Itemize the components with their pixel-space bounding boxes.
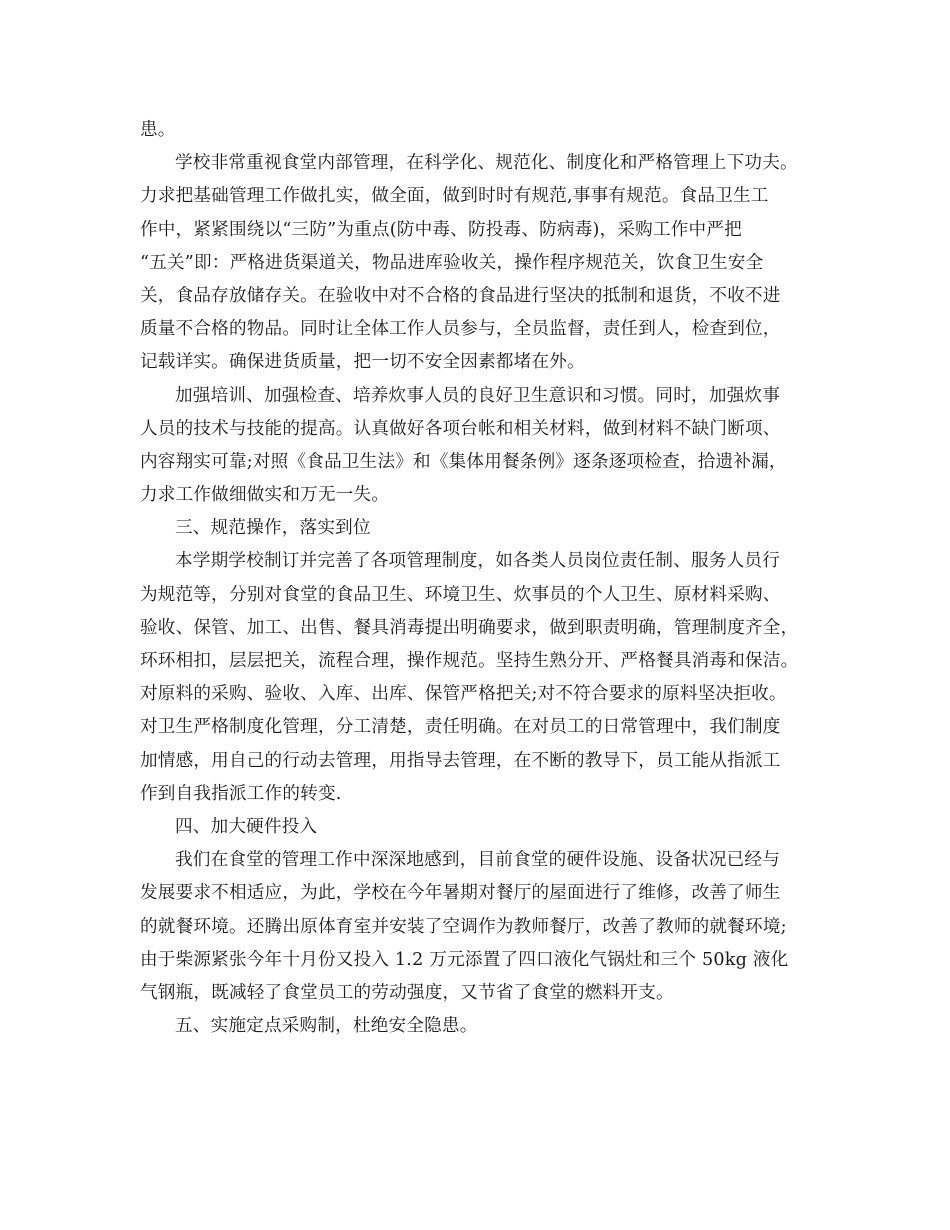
text-line: 验收、保管、加工、出售、餐具消毒提出明确要求，做到职责明确，管理制度齐全， — [140, 617, 799, 638]
text-line: 由于柴源紧张今年十月份又投入 1.2 万元添置了四口液化气锅灶和三个 50kg 液化 — [140, 949, 789, 970]
text-line: 为规范等，分别对食堂的食品卫生、环境卫生、炊事员的个人卫生、原材料采购、 — [140, 584, 781, 605]
text-line: 作中，紧紧围绕以“三防”为重点(防中毒、防投毒、防病毒)，采购工作中严把 — [140, 219, 742, 240]
text-line: 记载详实。确保进货质量，把一切不安全因素都堵在外。 — [140, 352, 585, 373]
text-line: “五关”即：严格进货渠道关，物品进库验收关，操作程序规范关，饮食卫生安全 — [140, 252, 764, 273]
text-line: 力求工作做细做实和万无一失。 — [140, 485, 390, 506]
text-line: 质量不合格的物品。同时让全体工作人员参与，全员监督，责任到人，检查到位， — [140, 319, 781, 340]
text-line: 作到自我指派工作的转变. — [140, 783, 342, 804]
text-line: 学校非常重视食堂内部管理，在科学化、规范化、制度化和严格管理上下功夫。 — [175, 153, 798, 174]
text-line: 关，食品存放储存关。在验收中对不合格的食品进行坚决的抵制和退货，不收不进 — [140, 285, 781, 306]
text-line: 本学期学校制订并完善了各项管理制度，如各类人员岗位责任制、服务人员行 — [175, 551, 780, 572]
text-line: 发展要求不相适应，为此，学校在今年暑期对餐厅的屋面进行了维修，改善了师生 — [140, 883, 781, 904]
text-line: 我们在食堂的管理工作中深深地感到，目前食堂的硬件设施、设备状况已经与 — [175, 850, 780, 871]
text-line: 四、加大硬件投入 — [175, 816, 318, 837]
document-body — [140, 114, 830, 1043]
text-line: 对原料的采购、验收、入库、出库、保管严格把关;对不符合要求的原料坚决拒收。 — [140, 684, 787, 705]
text-line: 的就餐环境。还腾出原体育室并安装了空调作为教师餐厅，改善了教师的就餐环境; — [140, 916, 787, 937]
text-line: 加强培训、加强检查、培养炊事人员的良好卫生意识和习惯。同时，加强炊事 — [175, 385, 780, 406]
text-line: 力求把基础管理工作做扎实，做全面，做到时时有规范,事事有规范。食品卫生工 — [140, 186, 769, 207]
text-line: 加情感，用自己的行动去管理，用指导去管理，在不断的教导下，员工能从指派工 — [140, 750, 781, 771]
text-line: 三、规范操作，落实到位 — [175, 518, 371, 539]
text-line: 环环相扣，层层把关，流程合理，操作规范。坚持生熟分开、严格餐具消毒和保洁。 — [140, 651, 799, 671]
text-line: 患。 — [140, 120, 176, 140]
text-line: 五、实施定点采购制，杜绝安全隐患。 — [175, 1016, 478, 1037]
text-line: 人员的技术与技能的提高。认真做好各项台帐和相关材料，做到材料不缺门断项、 — [140, 418, 781, 439]
text-line: 对卫生严格制度化管理，分工清楚，责任明确。在对员工的日常管理中，我们制度 — [140, 717, 781, 738]
text-line: 气钢瓶，既减轻了食堂员工的劳动强度，又节省了食堂的燃料开支。 — [140, 982, 674, 1003]
text-line: 内容翔实可靠;对照《食品卫生法》和《集体用餐条例》逐条逐项检查，拾遗补漏， — [140, 451, 787, 472]
